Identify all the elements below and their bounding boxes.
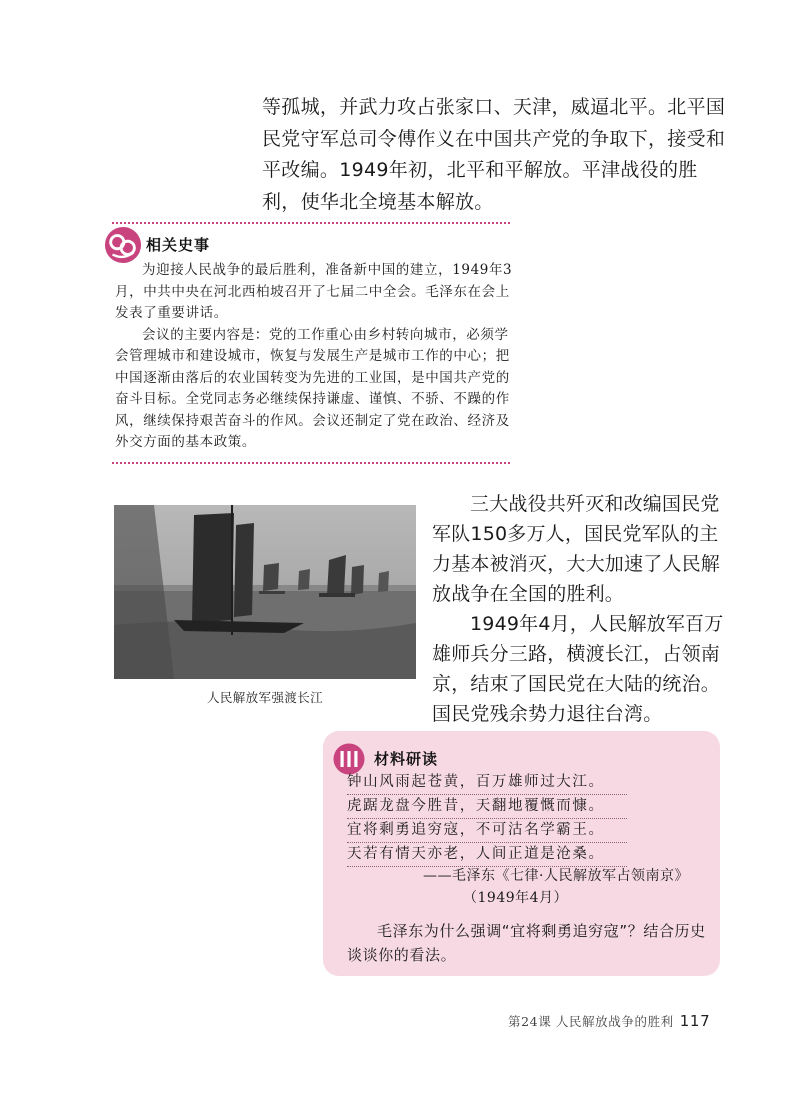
poem-source-date: （1949年4月） <box>463 890 569 906</box>
poem-line: 宜将剩勇追穷寇，不可沽名学霸王。 <box>347 819 627 843</box>
material-reading-title: 材料研读 <box>374 750 439 768</box>
poem-line: 天若有情天亦老，人间正道是沧桑。 <box>347 843 627 867</box>
main-text-right <box>432 489 732 729</box>
poem-source <box>423 865 723 909</box>
right-paragraph-2: 1949年4月，人民解放军百万雄师兵分三路，横渡长江，占领南京，结束了国民党在大陆的统治。国民党残余势力退往台湾。 <box>432 613 724 725</box>
reading-question-text: 毛泽东为什么强调“宜将剩勇追穷寇”？结合历史谈谈你的看法。 <box>347 922 706 964</box>
related-history-icon <box>104 226 142 264</box>
related-history-body <box>115 260 513 454</box>
poem-source-title: ——毛泽东《七律·人民解放军占领南京》 <box>423 868 689 884</box>
material-reading-box <box>323 731 720 976</box>
yangtze-crossing-photo <box>114 505 416 679</box>
reading-question <box>347 919 709 967</box>
right-paragraph-1: 三大战役共歼灭和改编国民党军队150多万人，国民党军队的主力基本被消灭，大大加速了人民解放战争在全国的胜利。 <box>432 493 721 605</box>
related-history-paragraph-2: 会议的主要内容是：党的工作重心由乡村转向城市，必须学会管理城市和建设城市，恢复与发展生产是城市工作的中心；把中国逐渐由落后的农业国转变为先进的工业国，是中国共产党的奋斗目标。全党同志务必继续保持谦虚、谨慎、不骄、不躁的作风，继续保持艰苦奋斗的作风。会议还制定了党在政治、经济及外交方面的基本政策。 <box>115 326 510 450</box>
related-history-title: 相关史事 <box>146 236 211 254</box>
poem-line: 钟山风雨起苍黄，百万雄师过大江。 <box>347 771 627 795</box>
related-history-box <box>112 222 513 464</box>
page-footer <box>508 1012 738 1030</box>
bottom-dotted-divider <box>112 462 510 464</box>
lesson-title: 第24课 人民解放战争的胜利 <box>508 1014 674 1029</box>
related-history-paragraph-1: 为迎接人民战争的最后胜利，准备新中国的建立，1949年3月，中共中央在河北西柏坡召开了七届二中全会。毛泽东在会上发表了重要讲话。 <box>115 262 513 321</box>
page-number: 117 <box>679 1012 711 1030</box>
top-dotted-divider <box>112 222 510 224</box>
poem-line: 虎踞龙盘今胜昔，天翻地覆慨而慷。 <box>347 795 627 819</box>
poem <box>347 771 627 867</box>
main-text-top <box>262 92 732 218</box>
photo-caption: 人民解放军强渡长江 <box>206 690 324 705</box>
top-paragraph: 等孤城，并武力攻占张家口、天津，威逼北平。北平国民党守军总司令傅作义在中国共产党的争取下，接受和平改编。1949年初，北平和平解放。平津战役的胜利，使华北全境基本解放。 <box>262 96 726 213</box>
